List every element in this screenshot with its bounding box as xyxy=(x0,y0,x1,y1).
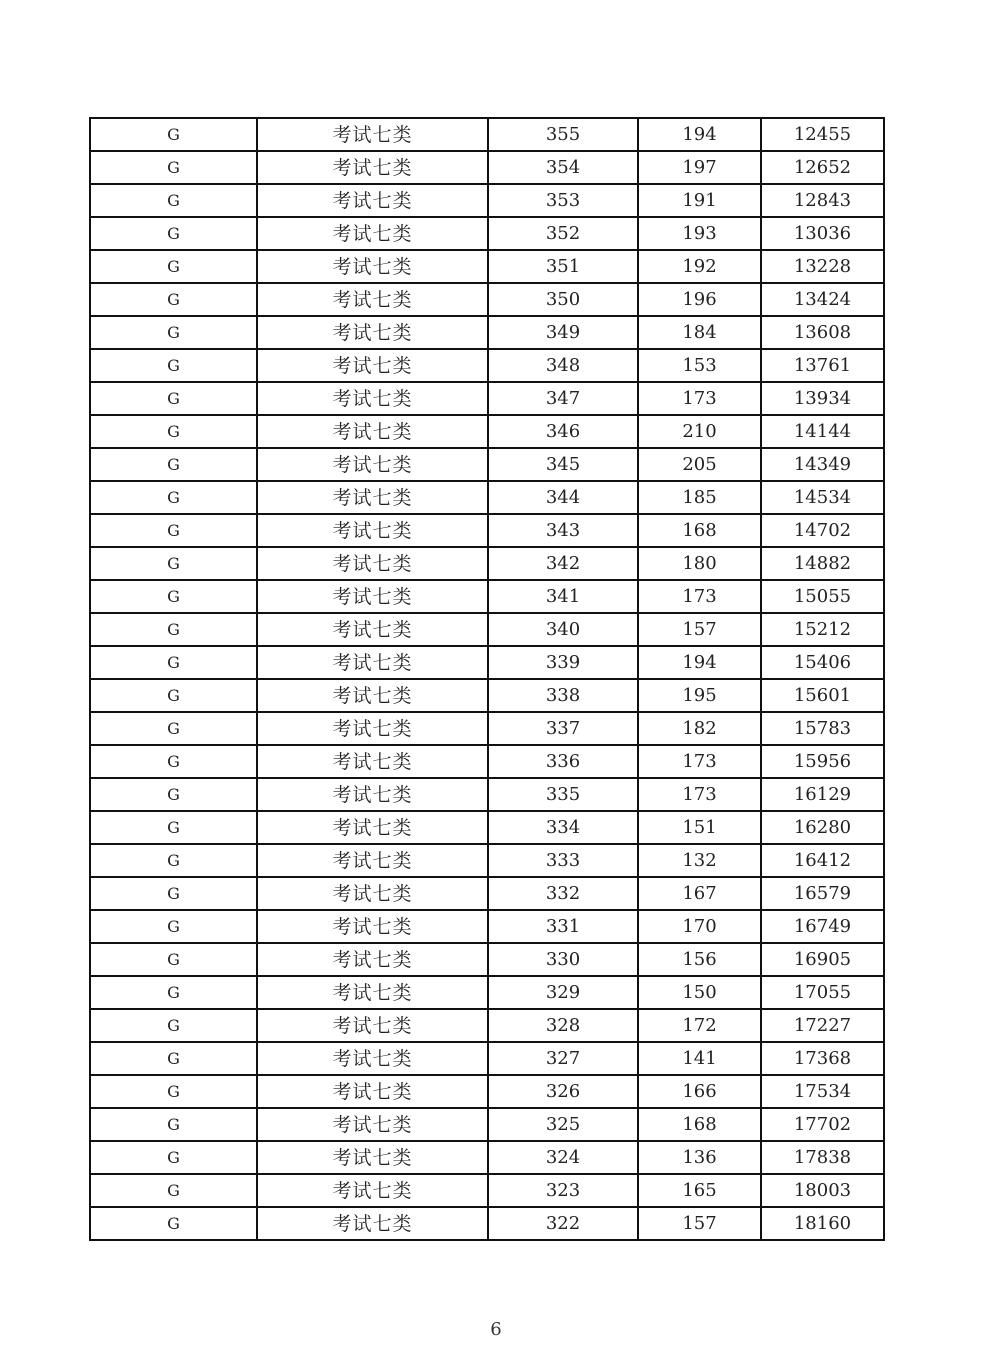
table-row xyxy=(90,580,884,613)
count-cell: 194 xyxy=(638,118,761,151)
category-code-cell: G xyxy=(90,943,257,976)
table-row xyxy=(90,679,884,712)
exam-type-cell: 考试七类 xyxy=(257,448,488,481)
cumulative-cell: 14534 xyxy=(761,481,884,514)
cumulative-cell: 16280 xyxy=(761,811,884,844)
score-cell: 325 xyxy=(488,1108,638,1141)
exam-type-cell: 考试七类 xyxy=(257,976,488,1009)
table-row xyxy=(90,151,884,184)
category-code-cell: G xyxy=(90,877,257,910)
cumulative-cell: 12455 xyxy=(761,118,884,151)
table-row xyxy=(90,745,884,778)
score-cell: 353 xyxy=(488,184,638,217)
cumulative-cell: 16412 xyxy=(761,844,884,877)
score-cell: 326 xyxy=(488,1075,638,1108)
table-row xyxy=(90,1009,884,1042)
cumulative-cell: 14144 xyxy=(761,415,884,448)
score-cell: 322 xyxy=(488,1207,638,1240)
count-cell: 192 xyxy=(638,250,761,283)
category-code-cell: G xyxy=(90,217,257,250)
score-cell: 329 xyxy=(488,976,638,1009)
score-cell: 339 xyxy=(488,646,638,679)
category-code-cell: G xyxy=(90,481,257,514)
table-row xyxy=(90,1042,884,1075)
table-row xyxy=(90,547,884,580)
cumulative-cell: 18160 xyxy=(761,1207,884,1240)
score-cell: 340 xyxy=(488,613,638,646)
cumulative-cell: 16129 xyxy=(761,778,884,811)
exam-type-cell: 考试七类 xyxy=(257,1174,488,1207)
exam-type-cell: 考试七类 xyxy=(257,1207,488,1240)
count-cell: 170 xyxy=(638,910,761,943)
cumulative-cell: 18003 xyxy=(761,1174,884,1207)
table-row xyxy=(90,481,884,514)
exam-type-cell: 考试七类 xyxy=(257,745,488,778)
cumulative-cell: 13424 xyxy=(761,283,884,316)
count-cell: 184 xyxy=(638,316,761,349)
category-code-cell: G xyxy=(90,910,257,943)
score-cell: 332 xyxy=(488,877,638,910)
exam-type-cell: 考试七类 xyxy=(257,283,488,316)
exam-type-cell: 考试七类 xyxy=(257,184,488,217)
table-row xyxy=(90,184,884,217)
cumulative-cell: 14702 xyxy=(761,514,884,547)
score-cell: 323 xyxy=(488,1174,638,1207)
cumulative-cell: 15956 xyxy=(761,745,884,778)
count-cell: 167 xyxy=(638,877,761,910)
category-code-cell: G xyxy=(90,646,257,679)
count-cell: 165 xyxy=(638,1174,761,1207)
category-code-cell: G xyxy=(90,778,257,811)
category-code-cell: G xyxy=(90,349,257,382)
exam-type-cell: 考试七类 xyxy=(257,1075,488,1108)
score-cell: 349 xyxy=(488,316,638,349)
score-cell: 331 xyxy=(488,910,638,943)
score-cell: 344 xyxy=(488,481,638,514)
count-cell: 185 xyxy=(638,481,761,514)
count-cell: 205 xyxy=(638,448,761,481)
cumulative-cell: 17227 xyxy=(761,1009,884,1042)
exam-type-cell: 考试七类 xyxy=(257,877,488,910)
cumulative-cell: 17534 xyxy=(761,1075,884,1108)
count-cell: 173 xyxy=(638,778,761,811)
category-code-cell: G xyxy=(90,415,257,448)
category-code-cell: G xyxy=(90,151,257,184)
table-row xyxy=(90,316,884,349)
category-code-cell: G xyxy=(90,118,257,151)
exam-type-cell: 考试七类 xyxy=(257,547,488,580)
table-row xyxy=(90,217,884,250)
cumulative-cell: 15055 xyxy=(761,580,884,613)
page-number: 6 xyxy=(490,1319,502,1340)
count-cell: 193 xyxy=(638,217,761,250)
cumulative-cell: 17368 xyxy=(761,1042,884,1075)
cumulative-cell: 16579 xyxy=(761,877,884,910)
category-code-cell: G xyxy=(90,580,257,613)
category-code-cell: G xyxy=(90,613,257,646)
cumulative-cell: 15783 xyxy=(761,712,884,745)
category-code-cell: G xyxy=(90,184,257,217)
table-row xyxy=(90,877,884,910)
category-code-cell: G xyxy=(90,1108,257,1141)
score-cell: 330 xyxy=(488,943,638,976)
table-row xyxy=(90,943,884,976)
score-table xyxy=(89,117,885,1241)
exam-type-cell: 考试七类 xyxy=(257,118,488,151)
count-cell: 191 xyxy=(638,184,761,217)
exam-type-cell: 考试七类 xyxy=(257,481,488,514)
table-row xyxy=(90,448,884,481)
count-cell: 157 xyxy=(638,1207,761,1240)
score-cell: 334 xyxy=(488,811,638,844)
table-row xyxy=(90,910,884,943)
exam-type-cell: 考试七类 xyxy=(257,910,488,943)
exam-type-cell: 考试七类 xyxy=(257,382,488,415)
cumulative-cell: 17055 xyxy=(761,976,884,1009)
category-code-cell: G xyxy=(90,1075,257,1108)
score-table-body xyxy=(90,118,884,1240)
exam-type-cell: 考试七类 xyxy=(257,250,488,283)
table-row xyxy=(90,976,884,1009)
table-row xyxy=(90,349,884,382)
count-cell: 157 xyxy=(638,613,761,646)
score-cell: 350 xyxy=(488,283,638,316)
category-code-cell: G xyxy=(90,1009,257,1042)
cumulative-cell: 15406 xyxy=(761,646,884,679)
count-cell: 194 xyxy=(638,646,761,679)
cumulative-cell: 13228 xyxy=(761,250,884,283)
score-cell: 346 xyxy=(488,415,638,448)
score-cell: 342 xyxy=(488,547,638,580)
exam-type-cell: 考试七类 xyxy=(257,349,488,382)
count-cell: 151 xyxy=(638,811,761,844)
cumulative-cell: 17702 xyxy=(761,1108,884,1141)
count-cell: 132 xyxy=(638,844,761,877)
cumulative-cell: 15601 xyxy=(761,679,884,712)
count-cell: 172 xyxy=(638,1009,761,1042)
category-code-cell: G xyxy=(90,745,257,778)
exam-type-cell: 考试七类 xyxy=(257,217,488,250)
count-cell: 136 xyxy=(638,1141,761,1174)
category-code-cell: G xyxy=(90,1042,257,1075)
table-row xyxy=(90,778,884,811)
score-cell: 335 xyxy=(488,778,638,811)
cumulative-cell: 14882 xyxy=(761,547,884,580)
count-cell: 166 xyxy=(638,1075,761,1108)
cumulative-cell: 13608 xyxy=(761,316,884,349)
exam-type-cell: 考试七类 xyxy=(257,778,488,811)
category-code-cell: G xyxy=(90,844,257,877)
category-code-cell: G xyxy=(90,1141,257,1174)
category-code-cell: G xyxy=(90,1174,257,1207)
score-cell: 345 xyxy=(488,448,638,481)
table-row xyxy=(90,1207,884,1240)
score-cell: 324 xyxy=(488,1141,638,1174)
table-row xyxy=(90,1108,884,1141)
count-cell: 141 xyxy=(638,1042,761,1075)
table-row xyxy=(90,415,884,448)
cumulative-cell: 16749 xyxy=(761,910,884,943)
score-cell: 343 xyxy=(488,514,638,547)
category-code-cell: G xyxy=(90,679,257,712)
exam-type-cell: 考试七类 xyxy=(257,1009,488,1042)
table-row xyxy=(90,712,884,745)
score-cell: 337 xyxy=(488,712,638,745)
cumulative-cell: 13934 xyxy=(761,382,884,415)
exam-type-cell: 考试七类 xyxy=(257,844,488,877)
category-code-cell: G xyxy=(90,382,257,415)
cumulative-cell: 12843 xyxy=(761,184,884,217)
cumulative-cell: 13761 xyxy=(761,349,884,382)
category-code-cell: G xyxy=(90,547,257,580)
exam-type-cell: 考试七类 xyxy=(257,679,488,712)
score-cell: 338 xyxy=(488,679,638,712)
category-code-cell: G xyxy=(90,1207,257,1240)
count-cell: 153 xyxy=(638,349,761,382)
category-code-cell: G xyxy=(90,712,257,745)
category-code-cell: G xyxy=(90,283,257,316)
score-cell: 352 xyxy=(488,217,638,250)
exam-type-cell: 考试七类 xyxy=(257,1108,488,1141)
exam-type-cell: 考试七类 xyxy=(257,415,488,448)
score-cell: 354 xyxy=(488,151,638,184)
count-cell: 195 xyxy=(638,679,761,712)
table-row xyxy=(90,844,884,877)
cumulative-cell: 17838 xyxy=(761,1141,884,1174)
table-row xyxy=(90,613,884,646)
cumulative-cell: 12652 xyxy=(761,151,884,184)
exam-type-cell: 考试七类 xyxy=(257,1141,488,1174)
category-code-cell: G xyxy=(90,448,257,481)
table-row xyxy=(90,250,884,283)
score-cell: 351 xyxy=(488,250,638,283)
score-cell: 355 xyxy=(488,118,638,151)
count-cell: 156 xyxy=(638,943,761,976)
score-cell: 347 xyxy=(488,382,638,415)
exam-type-cell: 考试七类 xyxy=(257,580,488,613)
table-row xyxy=(90,382,884,415)
exam-type-cell: 考试七类 xyxy=(257,646,488,679)
count-cell: 182 xyxy=(638,712,761,745)
table-row xyxy=(90,283,884,316)
score-cell: 328 xyxy=(488,1009,638,1042)
cumulative-cell: 15212 xyxy=(761,613,884,646)
exam-type-cell: 考试七类 xyxy=(257,613,488,646)
cumulative-cell: 14349 xyxy=(761,448,884,481)
count-cell: 197 xyxy=(638,151,761,184)
cumulative-cell: 16905 xyxy=(761,943,884,976)
table-row xyxy=(90,1141,884,1174)
score-cell: 333 xyxy=(488,844,638,877)
table-row xyxy=(90,1075,884,1108)
table-row xyxy=(90,514,884,547)
category-code-cell: G xyxy=(90,316,257,349)
score-cell: 348 xyxy=(488,349,638,382)
exam-type-cell: 考试七类 xyxy=(257,514,488,547)
cumulative-cell: 13036 xyxy=(761,217,884,250)
exam-type-cell: 考试七类 xyxy=(257,151,488,184)
count-cell: 173 xyxy=(638,382,761,415)
count-cell: 173 xyxy=(638,745,761,778)
table-row xyxy=(90,646,884,679)
table-row xyxy=(90,118,884,151)
exam-type-cell: 考试七类 xyxy=(257,943,488,976)
score-cell: 327 xyxy=(488,1042,638,1075)
count-cell: 180 xyxy=(638,547,761,580)
exam-type-cell: 考试七类 xyxy=(257,811,488,844)
category-code-cell: G xyxy=(90,976,257,1009)
exam-type-cell: 考试七类 xyxy=(257,316,488,349)
count-cell: 168 xyxy=(638,514,761,547)
score-cell: 336 xyxy=(488,745,638,778)
category-code-cell: G xyxy=(90,514,257,547)
category-code-cell: G xyxy=(90,250,257,283)
category-code-cell: G xyxy=(90,811,257,844)
exam-type-cell: 考试七类 xyxy=(257,712,488,745)
count-cell: 210 xyxy=(638,415,761,448)
table-row xyxy=(90,1174,884,1207)
table-row xyxy=(90,811,884,844)
exam-type-cell: 考试七类 xyxy=(257,1042,488,1075)
count-cell: 173 xyxy=(638,580,761,613)
score-cell: 341 xyxy=(488,580,638,613)
count-cell: 196 xyxy=(638,283,761,316)
count-cell: 168 xyxy=(638,1108,761,1141)
count-cell: 150 xyxy=(638,976,761,1009)
